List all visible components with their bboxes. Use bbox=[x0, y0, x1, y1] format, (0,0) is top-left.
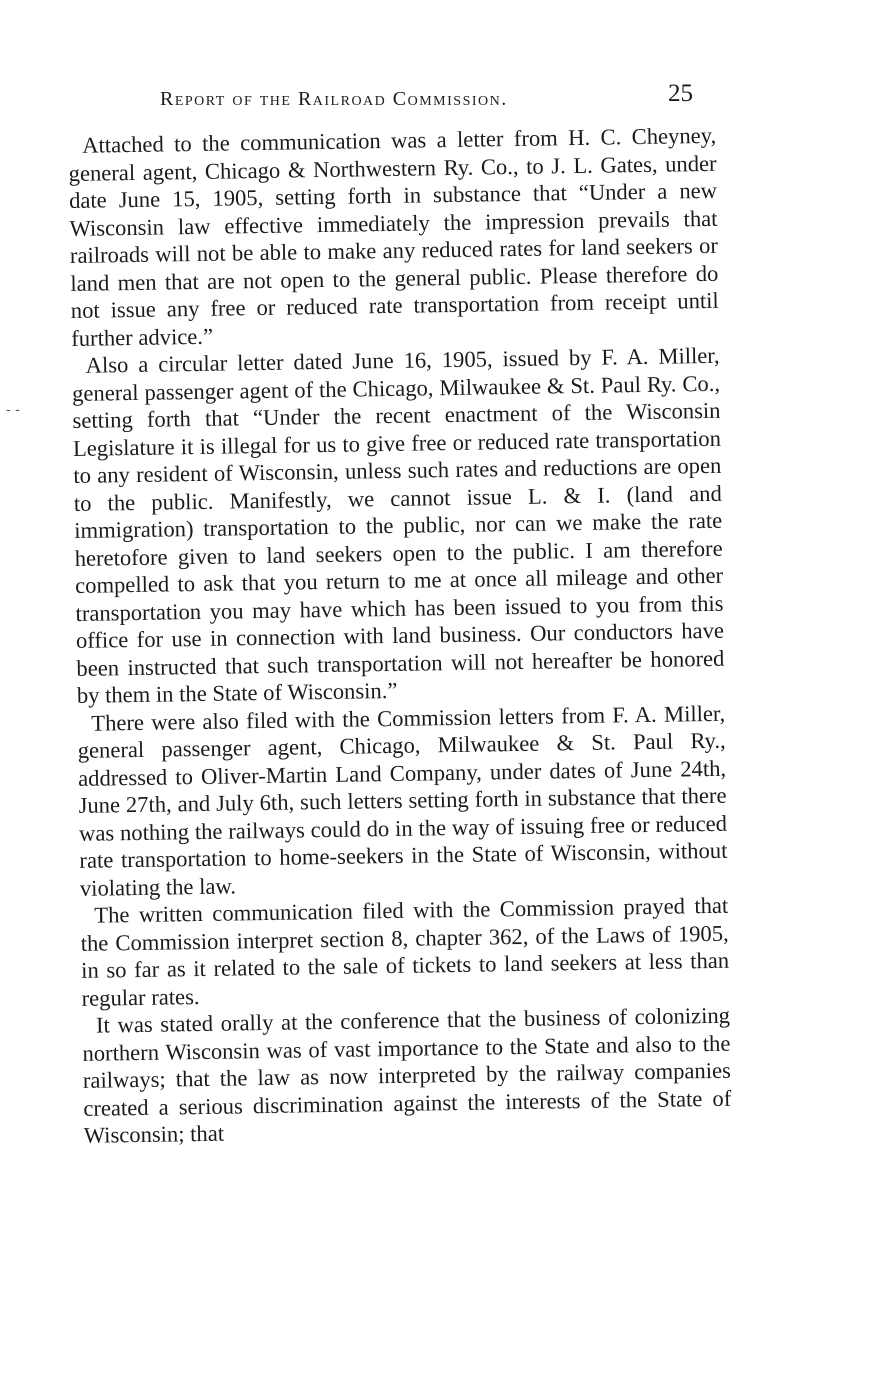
margin-mark: - - bbox=[6, 402, 20, 418]
page-number: 25 bbox=[668, 80, 693, 107]
paragraph-miller-circular: Also a circular letter dated June 16, 1905, issued by F. A. Miller, general passenger agent of the Chicago, Milwaukee & St. Paul Ry. Co., setting forth that “Under the recent enactment of the Wisconsin Legislature it is illegal for us to give free or reduced rate transportation to any resident of Wisconsin, unless such rates and reductions are open to the public. Manifestly, we cannot issue L. & I. (land and immigration) transportation to the public, nor can we make the rate heretofore given to land seekers open to the public. I am therefore compelled to ask that you return to me at once all mileage and other transportation you may have which has been issued to you from this office for use in connection with land business. Our conductors have been instructed that such transportation will not hereafter be honored by them in the State of Wisconsin.” bbox=[71, 342, 725, 708]
paragraph-oliver-martin-letters: There were also filed with the Commission letters from F. A. Miller, general passenger agent, Chicago, Milwaukee & St. Paul Ry., addressed to Oliver-Martin Land Company, under dates of June 24th, June 27th, and July 6th, such letters setting forth in substance that there was nothing the railways could do in the way of issuing free or reduced rate transportation to home-seekers in the State of Wisconsin, without violating the law. bbox=[77, 700, 728, 901]
paragraph-written-communication: The written communication filed with the Commission prayed that the Commission interpret section 8, chapter 362, of the Laws of 1905, in so far as it related to the sale of tickets to land seekers at less than regular rates. bbox=[80, 892, 730, 1011]
paragraph-oral-statement: It was stated orally at the conference that the business of colonizing northern Wisconsin was of vast importance to the State and also to the railways; that the law as now interpreted by the railway companies created a serious discrimination against the interests of the State of Wisconsin; that bbox=[82, 1002, 732, 1148]
running-head: Report of the Railroad Commission. bbox=[160, 88, 508, 110]
body-text bbox=[68, 122, 732, 1150]
paragraph-cheyney-letter: Attached to the communication was a letter from H. C. Cheyney, general agent, Chicago & Northwestern Ry. Co., to J. L. Gates, under date June 15, 1905, setting forth in substance that “Under a new Wisconsin law effective immediately the impression prevails that railroads will not be able to make any reduced rates for land seekers or land men that are not open to the general public. Please therefore do not issue any free or reduced rate transportation from receipt until further advice.” bbox=[68, 122, 719, 351]
